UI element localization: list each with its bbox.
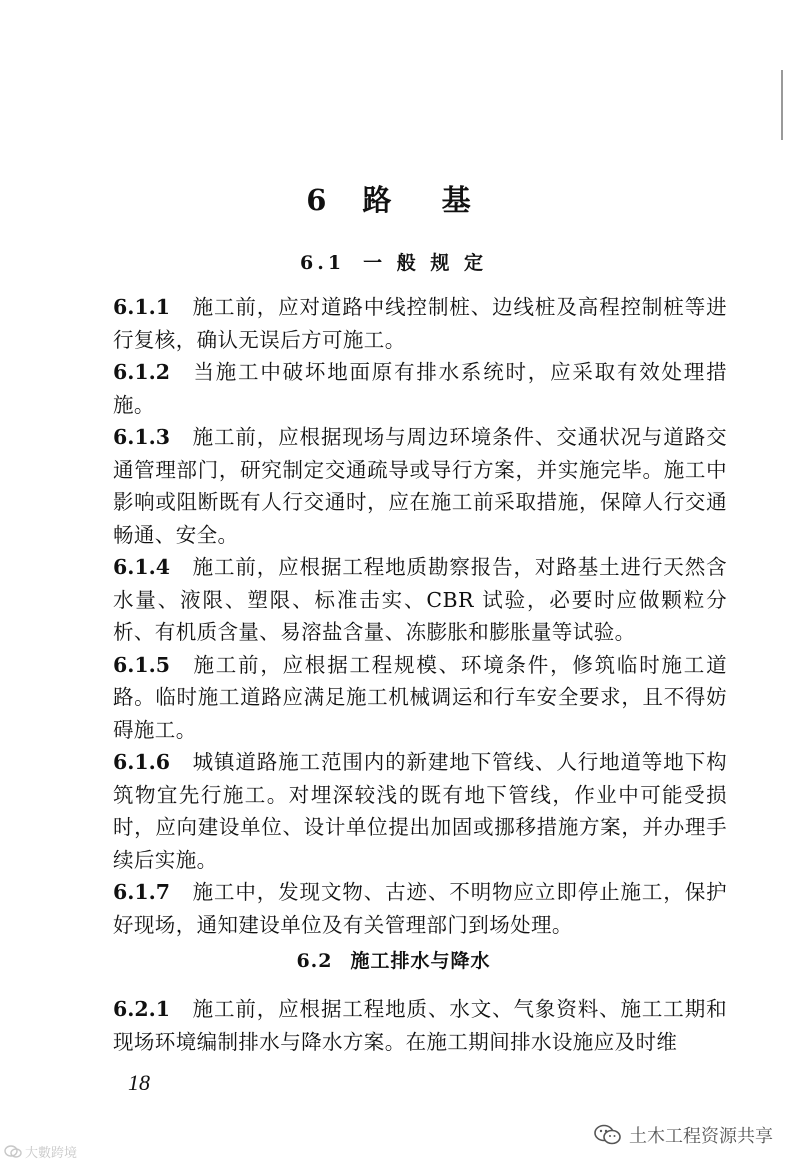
watermark-right: [593, 1122, 773, 1148]
clause-6-2-1: [113, 993, 727, 1058]
section-title-6-2: [0, 946, 787, 973]
clause-6-1-5: [113, 649, 727, 747]
wechat-bubble-icon: [4, 1145, 22, 1159]
clause-number: 6.1.3: [113, 425, 171, 449]
clause-text: 施工中，发现文物、古迹、不明物应立即停止施工，保护好现场，通知建设单位及有关管理部门到场处理。: [113, 880, 727, 937]
clause-text: 施工前，应根据工程地质勘察报告，对路基土进行天然含水量、液限、塑限、标准击实、CBR 试验，必要时应做颗粒分析、有机质含量、易溶盐含量、冻膨胀和膨胀量等试验。: [113, 555, 727, 644]
clause-number: 6.2.1: [113, 997, 171, 1021]
section-name: 施工排水与降水: [350, 950, 491, 972]
watermark-right-text: 土木工程资源共享: [629, 1126, 773, 1147]
clause-number: 6.1.6: [113, 750, 171, 774]
watermark-left-text: 大數跨境: [25, 1146, 78, 1161]
section-number: 6.1: [300, 252, 346, 274]
clause-text: 施工前，应根据工程规模、环境条件，修筑临时施工道路。临时施工道路应满足施工机械调运和行车安全要求，且不得妨碍施工。: [113, 652, 727, 742]
clause-6-1-1: [113, 291, 727, 356]
clause-number: 6.1.1: [113, 295, 171, 319]
clause-number: 6.1.2: [113, 360, 171, 384]
clause-number: 6.1.5: [113, 652, 171, 677]
clause-text: 城镇道路施工范围内的新建地下管线、人行地道等地下构筑物宜先行施工。对埋深较浅的既有地下管线，作业中可能受损时，应向建设单位、设计单位提出加固或挪移措施方案，并办理手续后实施。: [113, 750, 727, 872]
clause-number: 6.1.7: [113, 880, 171, 904]
clause-text: 施工前，应根据工程地质、水文、气象资料、施工工期和现场环境编制排水与降水方案。在施工期间排水设施应及时维: [113, 997, 727, 1054]
clause-6-1-6: [113, 746, 727, 876]
clause-6-1-3: [113, 421, 727, 551]
clause-text: 当施工中破坏地面原有排水系统时，应采取有效处理措施。: [113, 360, 727, 417]
chapter-number: 6: [306, 183, 329, 217]
section-number: 6.2: [296, 950, 333, 972]
section-6-1-body: [113, 291, 727, 941]
clause-6-1-7: [113, 876, 727, 941]
section-name: 一 般 规 定: [363, 252, 487, 274]
wechat-icon: [593, 1123, 623, 1147]
page-number: 18: [128, 1070, 150, 1095]
clause-6-1-2: [113, 356, 727, 421]
page-edge-mark: [781, 70, 783, 140]
clause-text: 施工前，应根据现场与周边环境条件、交通状况与道路交通管理部门，研究制定交通疏导或导行方案，并实施完毕。施工中影响或阻断既有人行交通时，应在施工前采取措施，保障人行交通畅通、安全。: [113, 425, 727, 547]
section-title-6-1: [0, 248, 787, 275]
clause-6-1-4: [113, 551, 727, 649]
chapter-name: 路 基: [362, 183, 481, 217]
watermark-left: [4, 1142, 77, 1161]
clause-number: 6.1.4: [113, 555, 171, 579]
chapter-title: [0, 178, 787, 219]
clause-text: 施工前，应对道路中线控制桩、边线桩及高程控制桩等进行复核，确认无误后方可施工。: [113, 295, 727, 352]
section-6-2-body: [113, 993, 727, 1058]
